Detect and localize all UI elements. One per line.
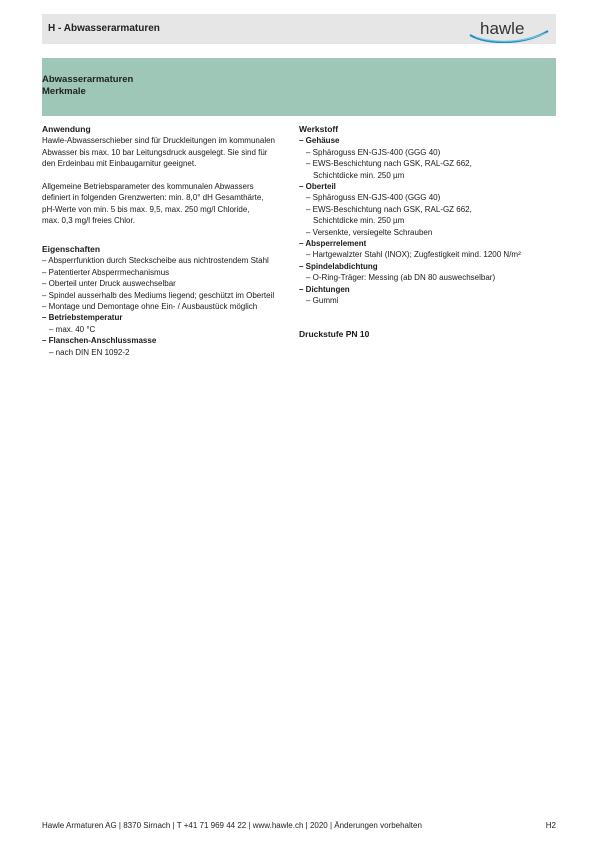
section-title-line2: Merkmale: [42, 86, 86, 97]
list-item: – Sphäroguss EN-GJS-400 (GGG 40): [306, 147, 441, 157]
list-subheading: – Betriebstemperatur: [42, 313, 123, 323]
list-item: – Gummi: [306, 296, 339, 306]
footer-text: Hawle Armaturen AG | 8370 Sirnach | T +41 71 969 44 22 | www.hawle.ch | 2020 | Änderungen vorbehalten: [42, 821, 422, 830]
list-subheading: – Dichtungen: [299, 284, 350, 294]
text-line: definiert in folgenden Grenzwerten: min. 8,0° dH Gesamthärte,: [42, 193, 264, 203]
page-number: H2: [545, 821, 556, 830]
left-column: [42, 124, 290, 358]
werkstoff-heading: Werkstoff: [299, 124, 339, 134]
anwendung-paragraph-2: [42, 181, 290, 227]
anwendung-heading: Anwendung: [42, 124, 91, 134]
list-item: – Spindel ausserhalb des Mediums liegend; geschützt im Oberteil: [42, 290, 275, 300]
list-item: – Patentierter Absperrmechanismus: [42, 267, 170, 277]
list-subheading: – Flanschen-Anschlussmasse: [42, 336, 157, 346]
list-item: – Absperrfunktion durch Steckscheibe aus nichtrostendem Stahl: [42, 256, 269, 266]
druckstufe-heading: Druckstufe PN 10: [299, 329, 370, 340]
right-column: [299, 124, 556, 341]
list-item: – Hartgewalzter Stahl (INOX); Zugfestigkeit mind. 1200 N/m²: [306, 250, 521, 260]
section-title-line1: Abwasserarmaturen: [42, 74, 134, 85]
text-line: Hawle-Abwasserschieber sind für Druckleitungen im kommunalen: [42, 136, 275, 146]
list-item-continued: Schichtdicke min. 250 µm: [313, 170, 405, 180]
list-subheading: – Oberteil: [299, 182, 336, 192]
section-title: [42, 74, 133, 98]
list-item: – Montage und Demontage ohne Ein- / Ausbaustück möglich: [42, 302, 258, 312]
text-line: den Erdeinbau mit Einbaugarnitur geeignet.: [42, 159, 197, 169]
eigenschaften-list: [42, 255, 290, 358]
text-line: max. 0,3 mg/l freies Chlor.: [42, 216, 135, 226]
eigenschaften-heading: Eigenschaften: [42, 244, 101, 255]
list-subheading: – Spindelabdichtung: [299, 261, 378, 271]
list-item: – max. 40 °C: [49, 324, 96, 334]
list-item: – nach DIN EN 1092-2: [49, 347, 130, 357]
list-subheading: – Absperrelement: [299, 239, 367, 249]
section-band: [42, 58, 556, 116]
logo-text: hawle: [480, 19, 525, 38]
page-footer: [42, 821, 556, 830]
text-line: Abwasser bis max. 10 bar Leitungsdruck ausgelegt. Sie sind für: [42, 147, 268, 157]
header-bar: [42, 14, 556, 44]
list-item-continued: Schichtdicke min. 250 µm: [313, 216, 405, 226]
text-line: Allgemeine Betriebsparameter des kommunalen Abwassers: [42, 182, 254, 192]
list-item: – EWS-Beschichtung nach GSK, RAL-GZ 662,: [306, 204, 472, 214]
page-title: H - Abwasserarmaturen: [48, 23, 160, 34]
text-line: pH-Werte von min. 5 bis max. 9,5, max. 250 mg/l Chloride,: [42, 204, 250, 214]
hawle-logo: [466, 15, 552, 43]
list-item: – O-Ring-Träger: Messing (ab DN 80 auswechselbar): [306, 273, 496, 283]
list-item: – EWS-Beschichtung nach GSK, RAL-GZ 662,: [306, 159, 472, 169]
list-subheading: – Gehäuse: [299, 136, 340, 146]
list-item: – Sphäroguss EN-GJS-400 (GGG 40): [306, 193, 441, 203]
list-item: – Versenkte, versiegelte Schrauben: [306, 227, 433, 237]
list-item: – Oberteil unter Druck auswechselbar: [42, 279, 176, 289]
anwendung-paragraph-1: [42, 135, 290, 169]
